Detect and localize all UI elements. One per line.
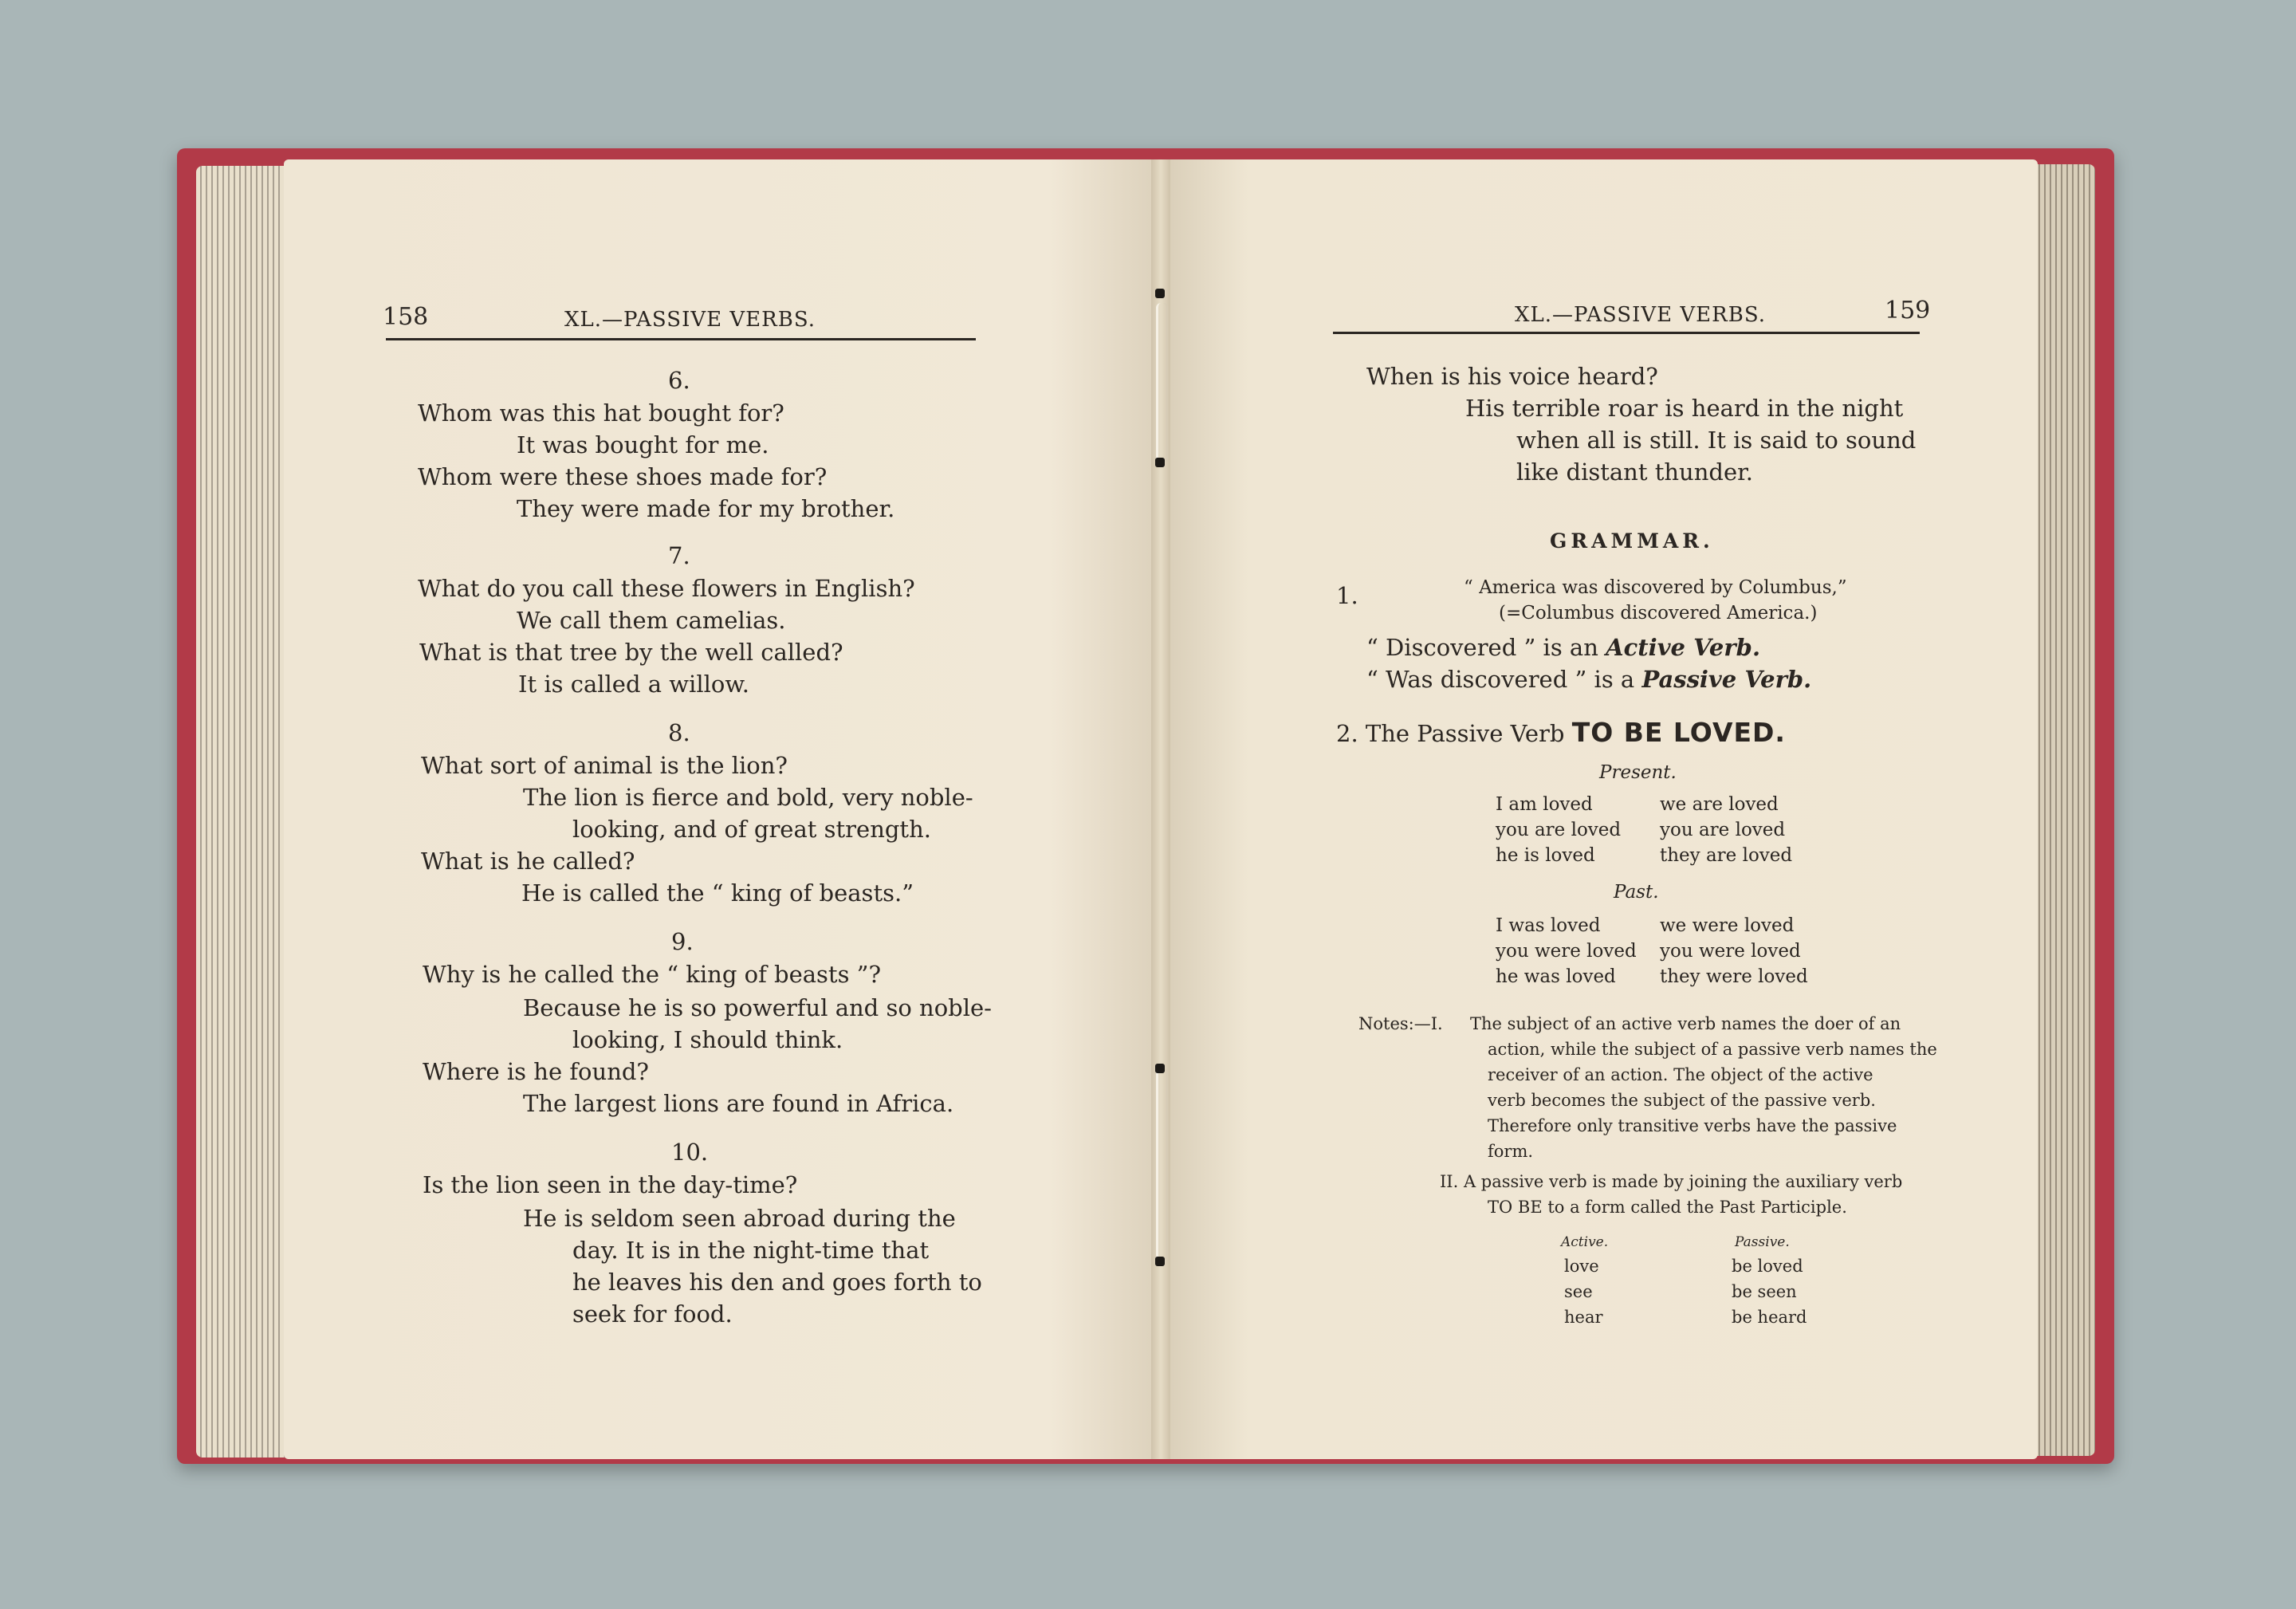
conjugation-cell: they are loved (1660, 845, 1793, 866)
conjugation-cell: he was loved (1496, 966, 1616, 987)
participle-cell: see (1564, 1282, 1593, 1301)
answer-line: looking, I should think. (572, 1026, 843, 1053)
item-number: 1. (1336, 582, 1358, 609)
conjugation-cell: they were loved (1660, 966, 1808, 987)
binding-stitch (1155, 1064, 1165, 1073)
participle-cell: be seen (1732, 1282, 1797, 1301)
participle-header-active: Active. (1561, 1234, 1609, 1250)
grammar-heading: GRAMMAR. (1550, 529, 1714, 553)
tense-label-present: Present. (1599, 762, 1677, 783)
answer-line: They were made for my brother. (517, 495, 895, 522)
answer-line: Because he is so powerful and so noble- (523, 994, 992, 1021)
conjugation-cell: you are loved (1496, 820, 1622, 840)
answer-line: when all is still. It is said to sound (1516, 427, 1917, 454)
participle-cell: be loved (1732, 1257, 1803, 1276)
header-rule-right (1333, 332, 1920, 334)
question-line: When is his voice heard? (1366, 363, 1658, 390)
binding-stitch (1155, 289, 1165, 298)
note-line: Therefore only transitive verbs have the passive (1488, 1116, 1897, 1135)
answer-line: He is called the “ king of beasts.” (521, 879, 914, 907)
note-line: receiver of an action. The object of the active (1488, 1065, 1873, 1084)
answer-line: It was bought for me. (517, 431, 769, 458)
answer-line: day. It is in the night-time that (572, 1237, 930, 1264)
answer-line: he leaves his den and goes forth to (572, 1269, 982, 1296)
section-number: 9. (671, 928, 694, 955)
question-line: What is that tree by the well called? (419, 639, 843, 666)
answer-line: looking, and of great strength. (572, 816, 931, 843)
conjugation-cell: he is loved (1496, 845, 1595, 866)
question-line: Whom was this hat bought for? (418, 399, 784, 427)
question-line: Where is he found? (423, 1058, 649, 1085)
conjugation-cell: you are loved (1660, 820, 1786, 840)
answer-line: seek for food. (572, 1300, 733, 1328)
question-line: Whom were these shoes made for? (418, 463, 828, 490)
running-head-right: XL.—PASSIVE VERBS. (1515, 303, 1766, 327)
notes-label: Notes:—I. (1358, 1014, 1443, 1033)
conjugation-cell: we were loved (1660, 915, 1795, 936)
passive-verb-heading: 2. The Passive Verb TO BE LOVED. (1336, 717, 1786, 748)
conjugation-cell: I am loved (1496, 794, 1593, 815)
section-number: 8. (668, 719, 690, 746)
section-number: 7. (668, 542, 690, 569)
passive-verb-line: “ Was discovered ” is a Passive Verb. (1366, 666, 1812, 693)
active-verb-line: “ Discovered ” is an Active Verb. (1366, 634, 1761, 661)
example-sentence: “ America was discovered by Columbus,” (1464, 577, 1847, 598)
note-line: TO BE to a form called the Past Participle. (1488, 1198, 1847, 1217)
conjugation-cell: I was loved (1496, 915, 1601, 936)
binding-thread-top (1156, 303, 1168, 462)
right-page (1161, 159, 2038, 1459)
conjugation-cell: you were loved (1496, 941, 1637, 962)
note-line: action, while the subject of a passive verb names the (1488, 1040, 1937, 1059)
section-number: 6. (668, 367, 690, 394)
page-number-left: 158 (383, 303, 429, 331)
example-equivalent: (=Columbus discovered America.) (1499, 603, 1818, 624)
participle-cell: love (1564, 1257, 1599, 1276)
answer-line: like distant thunder. (1516, 458, 1754, 486)
binding-thread-bottom (1156, 1068, 1168, 1260)
participle-cell: be heard (1732, 1308, 1807, 1327)
binding-stitch (1155, 1257, 1165, 1266)
answer-line: The lion is fierce and bold, very noble- (523, 784, 973, 811)
tense-label-past: Past. (1614, 882, 1659, 903)
note-line: verb becomes the subject of the passive verb. (1488, 1091, 1876, 1110)
section-number: 10. (671, 1139, 709, 1166)
note-line: form. (1488, 1142, 1534, 1161)
page-number-right: 159 (1885, 297, 1931, 325)
question-line: Why is he called the “ king of beasts ”? (423, 961, 882, 988)
binding-stitch (1155, 458, 1165, 467)
running-head-left: XL.—PASSIVE VERBS. (564, 308, 816, 332)
answer-line: His terrible roar is heard in the night (1465, 395, 1904, 422)
header-rule-left (386, 338, 976, 340)
answer-line: The largest lions are found in Africa. (523, 1090, 954, 1117)
conjugation-cell: we are loved (1660, 794, 1779, 815)
participle-cell: hear (1564, 1308, 1603, 1327)
answer-line: He is seldom seen abroad during the (523, 1205, 956, 1232)
question-line: What is he called? (421, 848, 635, 875)
question-line: Is the lion seen in the day-time? (423, 1171, 798, 1198)
conjugation-cell: you were loved (1660, 941, 1801, 962)
question-line: What do you call these flowers in English? (418, 575, 915, 602)
participle-header-passive: Passive. (1735, 1234, 1790, 1250)
answer-line: We call them camelias. (517, 607, 786, 634)
question-line: What sort of animal is the lion? (421, 752, 788, 779)
note-line: II. A passive verb is made by joining the auxiliary verb (1440, 1172, 1903, 1191)
note-line: The subject of an active verb names the doer of an (1470, 1014, 1901, 1033)
answer-line: It is called a willow. (518, 671, 749, 698)
